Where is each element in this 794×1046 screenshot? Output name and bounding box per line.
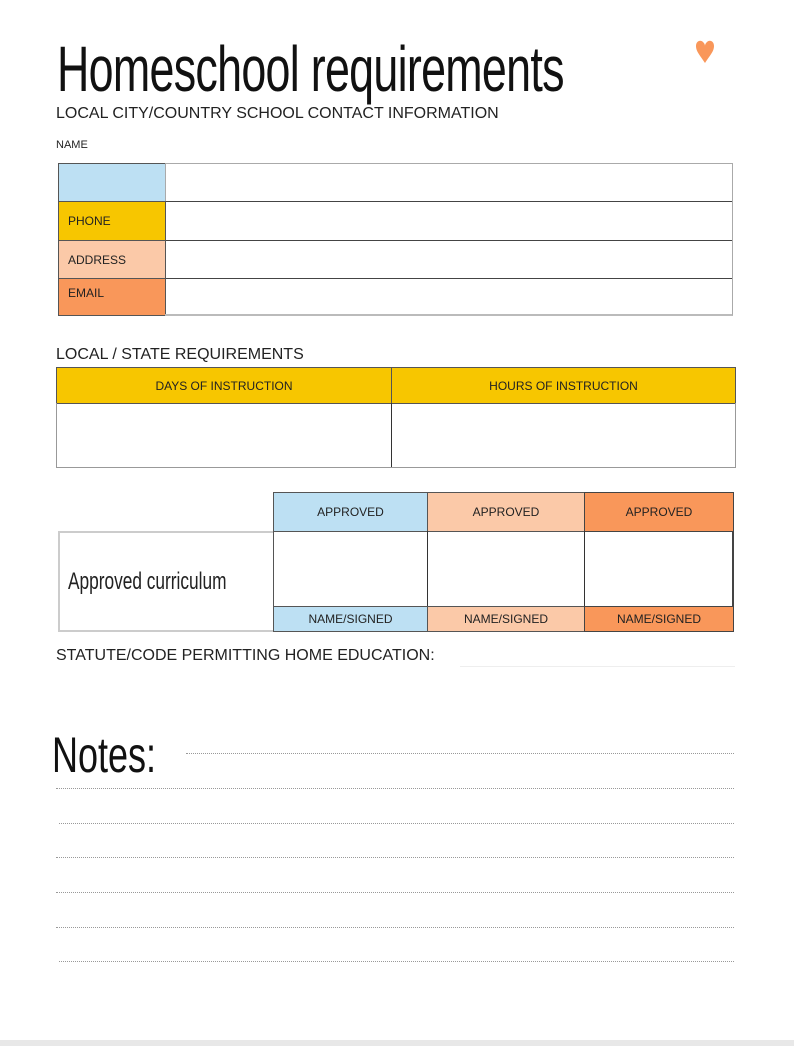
name-label: NAME	[56, 139, 88, 151]
approved-field[interactable]	[427, 531, 585, 607]
notes-line[interactable]	[56, 927, 734, 928]
name-signed-label: NAME/SIGNED	[273, 606, 428, 632]
notes-heading: Notes:	[52, 727, 157, 783]
phone-field[interactable]	[165, 201, 733, 241]
name-field[interactable]	[165, 163, 733, 202]
page-bottom-edge	[0, 1040, 794, 1046]
requirements-heading: LOCAL / STATE REQUIREMENTS	[56, 346, 304, 363]
statute-label: STATUTE/CODE PERMITTING HOME EDUCATION:	[56, 647, 435, 664]
heart-icon	[695, 40, 715, 64]
page-title: Homeschool requirements	[57, 33, 564, 105]
hours-field[interactable]	[391, 403, 736, 468]
notes-line[interactable]	[59, 961, 734, 962]
contact-heading: LOCAL CITY/COUNTRY SCHOOL CONTACT INFORMATION	[56, 105, 499, 122]
notes-line[interactable]	[59, 823, 734, 824]
address-field[interactable]	[165, 240, 733, 279]
approved-field[interactable]	[584, 531, 734, 607]
address-label: ADDRESS	[58, 240, 166, 279]
notes-line[interactable]	[56, 788, 734, 789]
phone-label: PHONE	[58, 201, 166, 241]
approved-header: APPROVED	[427, 492, 585, 532]
name-label-cell	[58, 163, 166, 202]
approved-field[interactable]	[273, 531, 428, 607]
statute-field[interactable]	[460, 666, 735, 667]
notes-line[interactable]	[186, 753, 734, 754]
name-signed-label: NAME/SIGNED	[584, 606, 734, 632]
approved-header: APPROVED	[584, 492, 734, 532]
curriculum-label: Approved curriculum	[68, 567, 227, 595]
approved-header: APPROVED	[273, 492, 428, 532]
notes-line[interactable]	[56, 892, 734, 893]
notes-line[interactable]	[56, 857, 734, 858]
hours-header: HOURS OF INSTRUCTION	[391, 367, 736, 404]
days-header: DAYS OF INSTRUCTION	[56, 367, 392, 404]
days-field[interactable]	[56, 403, 392, 468]
name-signed-label: NAME/SIGNED	[427, 606, 585, 632]
curriculum-label-cell	[58, 531, 274, 632]
email-label: EMAIL	[58, 278, 166, 316]
email-field[interactable]	[165, 278, 733, 316]
